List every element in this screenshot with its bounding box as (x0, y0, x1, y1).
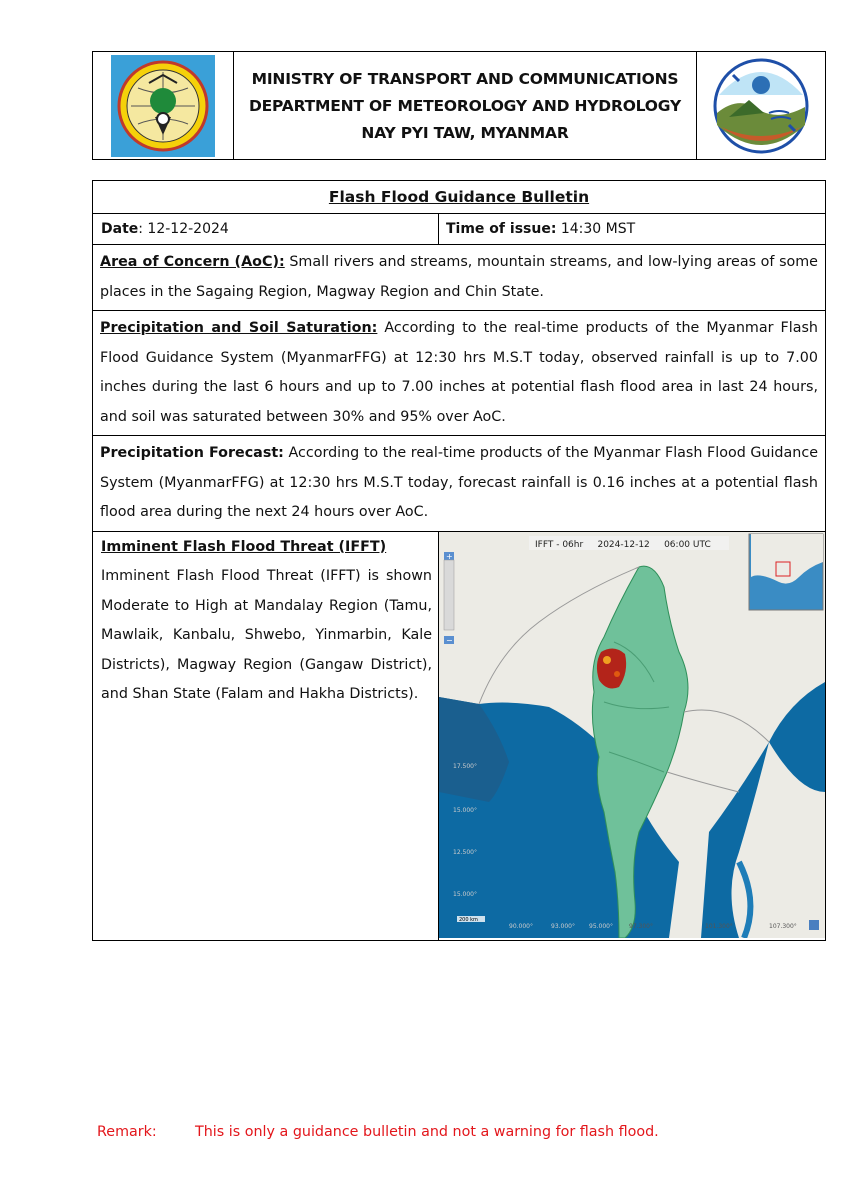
lon-label-4: 97.300° (629, 922, 653, 930)
ministry-name: MINISTRY OF TRANSPORT AND COMMUNICATIONS (251, 69, 679, 88)
area-of-concern (93, 245, 825, 311)
aoc-label: Area of Concern (AoC): (100, 254, 285, 270)
forecast-label: Precipitation Forecast: (100, 445, 284, 461)
ministry-logo (93, 52, 234, 159)
lat-label-3: 12.500° (453, 848, 477, 856)
location-name: NAY PYI TAW, MYANMAR (361, 123, 569, 142)
letterhead (92, 51, 826, 160)
dmh-logo (697, 52, 825, 159)
lat-label-4: 15.000° (453, 890, 477, 898)
lon-label-1: 90.000° (509, 922, 533, 930)
remark-label: Remark: (97, 1124, 157, 1140)
scale-bar: 200 km (459, 916, 478, 923)
ifft-label: Imminent Flash Flood Threat (IFFT) (101, 538, 387, 555)
zoom-in-button[interactable]: + (446, 551, 453, 561)
precip-text: According to the real-time products of the Myanmar Flash Flood Guidance System (MyanmarFFG) at 12:30 hrs M.S.T today, observed rainfall is up to 7.00 inches during the last 6 hours and up to 7.00 inches at potential flash flood area in last 24 hours, and soil was saturated between 30% and 95% over AoC. (100, 320, 818, 425)
time-value: 14:30 MST (556, 221, 636, 237)
lon-label-6: 107.300° (769, 922, 797, 930)
map-caption: IFFT - 06hr 2024-12-12 06:00 UTC (535, 539, 711, 550)
forecast-text: According to the real-time products of the Myanmar Flash Flood Guidance System (MyanmarFFG) at 12:30 hrs M.S.T today, forecast rainfall is 0.16 inches at a potential flash flood area during the next 24 hours over AoC. (100, 445, 818, 520)
date-value: : 12-12-2024 (138, 221, 229, 237)
lon-label-2: 93.000° (551, 922, 575, 930)
precip-label: Precipitation and Soil Saturation: (100, 320, 378, 336)
date-label: Date (101, 221, 139, 237)
lat-label-1: 17.500° (453, 762, 477, 770)
ifft-text: Imminent Flash Flood Threat (IFFT) is shown Moderate to High at Mandalay Region (Tamu, Mawlaik, Kanbalu, Shwebo, Yinmarbin, Kale Districts), Magway Region (Gangaw District), and Shan State (Falam and Hakha Districts). (101, 568, 432, 702)
department-name: DEPARTMENT OF METEOROLOGY AND HYDROLOGY (249, 96, 681, 115)
precip-forecast-section (93, 436, 825, 532)
bulletin-table (92, 180, 826, 941)
aoc-text: Small rivers and streams, mountain streams, and low-lying areas of some places in the Sagaing Region, Magway Region and Chin State. (100, 254, 818, 300)
ifft-section (93, 532, 825, 940)
remark-text: This is only a guidance bulletin and not a warning for flash flood. (195, 1124, 659, 1140)
time-label: Time of issue: (446, 221, 557, 237)
lon-label-5: 101.300° (705, 922, 733, 930)
date-row (93, 214, 825, 245)
lat-label-2: 15.000° (453, 806, 477, 814)
lon-label-3: 95.000° (589, 922, 613, 930)
precip-soil-section (93, 311, 825, 436)
ifft-map (439, 532, 825, 940)
bulletin-title: Flash Flood Guidance Bulletin (93, 181, 825, 214)
zoom-out-button[interactable]: − (446, 635, 453, 645)
